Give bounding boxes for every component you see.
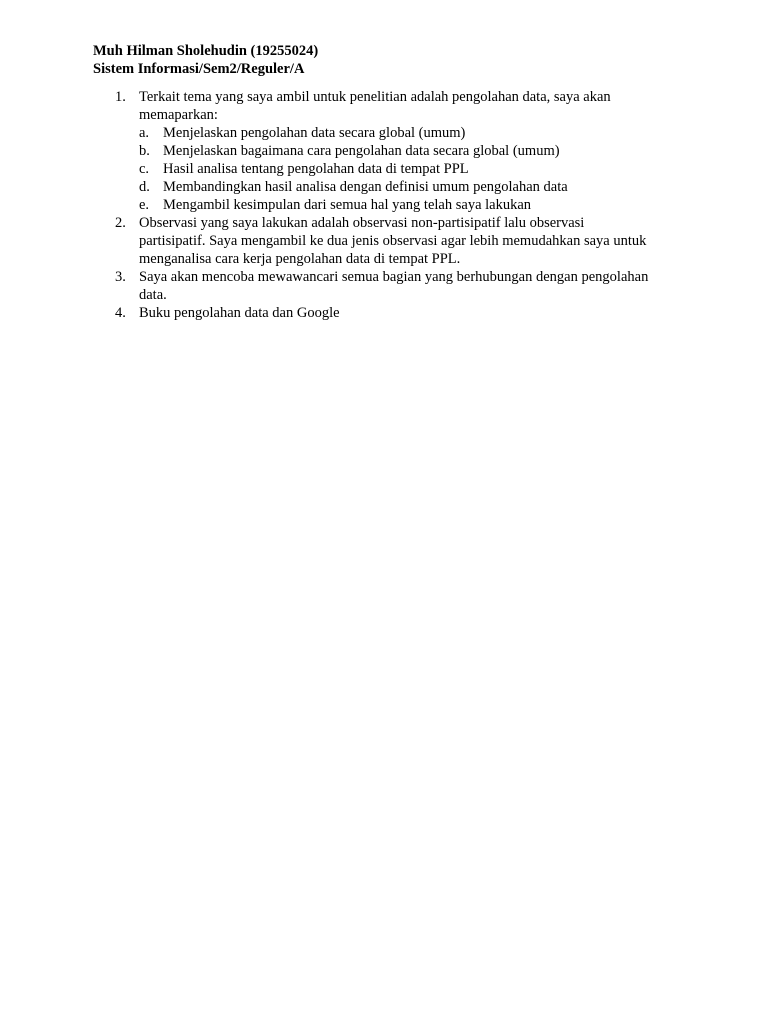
numbered-list xyxy=(93,88,653,322)
list-item-text: Buku pengolahan data dan Google xyxy=(139,305,340,321)
sub-list-item-letter: d. xyxy=(139,179,150,195)
sub-list-item-text: Menjelaskan pengolahan data secara global (umum) xyxy=(163,125,466,141)
list-item xyxy=(93,214,653,268)
sub-list-item-text: Membandingkan hasil analisa dengan definisi umum pengolahan data xyxy=(163,179,568,195)
sub-list-item-letter: a. xyxy=(139,125,150,141)
list-item-number: 4. xyxy=(115,305,126,321)
list-item-text: Observasi yang saya lakukan adalah observasi non-partisipatif lalu observasi partisipatif. Saya mengambil ke dua jenis observasi agar lebih memudahkan saya untuk menganalisa cara kerja pengolahan data di tempat PPL. xyxy=(139,215,647,267)
list-item-number: 2. xyxy=(115,215,126,231)
sub-list-item-letter: e. xyxy=(139,197,150,213)
sub-list-item xyxy=(139,124,653,142)
list-item-number: 1. xyxy=(115,89,126,105)
list-item xyxy=(93,304,653,322)
sub-list xyxy=(139,124,653,214)
list-item xyxy=(93,268,653,304)
sub-list-item-text: Menjelaskan bagaimana cara pengolahan data secara global (umum) xyxy=(163,143,560,159)
sub-list-item xyxy=(139,142,653,160)
list-item-text: Saya akan mencoba mewawancari semua bagian yang berhubungan dengan pengolahan data. xyxy=(139,269,649,303)
program-info: Sistem Informasi/Sem2/Reguler/A xyxy=(93,61,305,77)
list-item-text: Terkait tema yang saya ambil untuk penelitian adalah pengolahan data, saya akan memaparkan: xyxy=(139,89,611,123)
sub-list-item-text: Hasil analisa tentang pengolahan data di tempat PPL xyxy=(163,161,469,177)
sub-list-item xyxy=(139,160,653,178)
list-item-number: 3. xyxy=(115,269,126,285)
sub-list-item-letter: c. xyxy=(139,161,150,177)
list-item xyxy=(93,88,653,214)
sub-list-item xyxy=(139,178,653,196)
author-name: Muh Hilman Sholehudin (19255024) xyxy=(93,43,319,59)
sub-list-item-letter: b. xyxy=(139,143,150,159)
document-header xyxy=(93,42,318,78)
sub-list-item xyxy=(139,196,653,214)
sub-list-item-text: Mengambil kesimpulan dari semua hal yang telah saya lakukan xyxy=(163,197,532,213)
